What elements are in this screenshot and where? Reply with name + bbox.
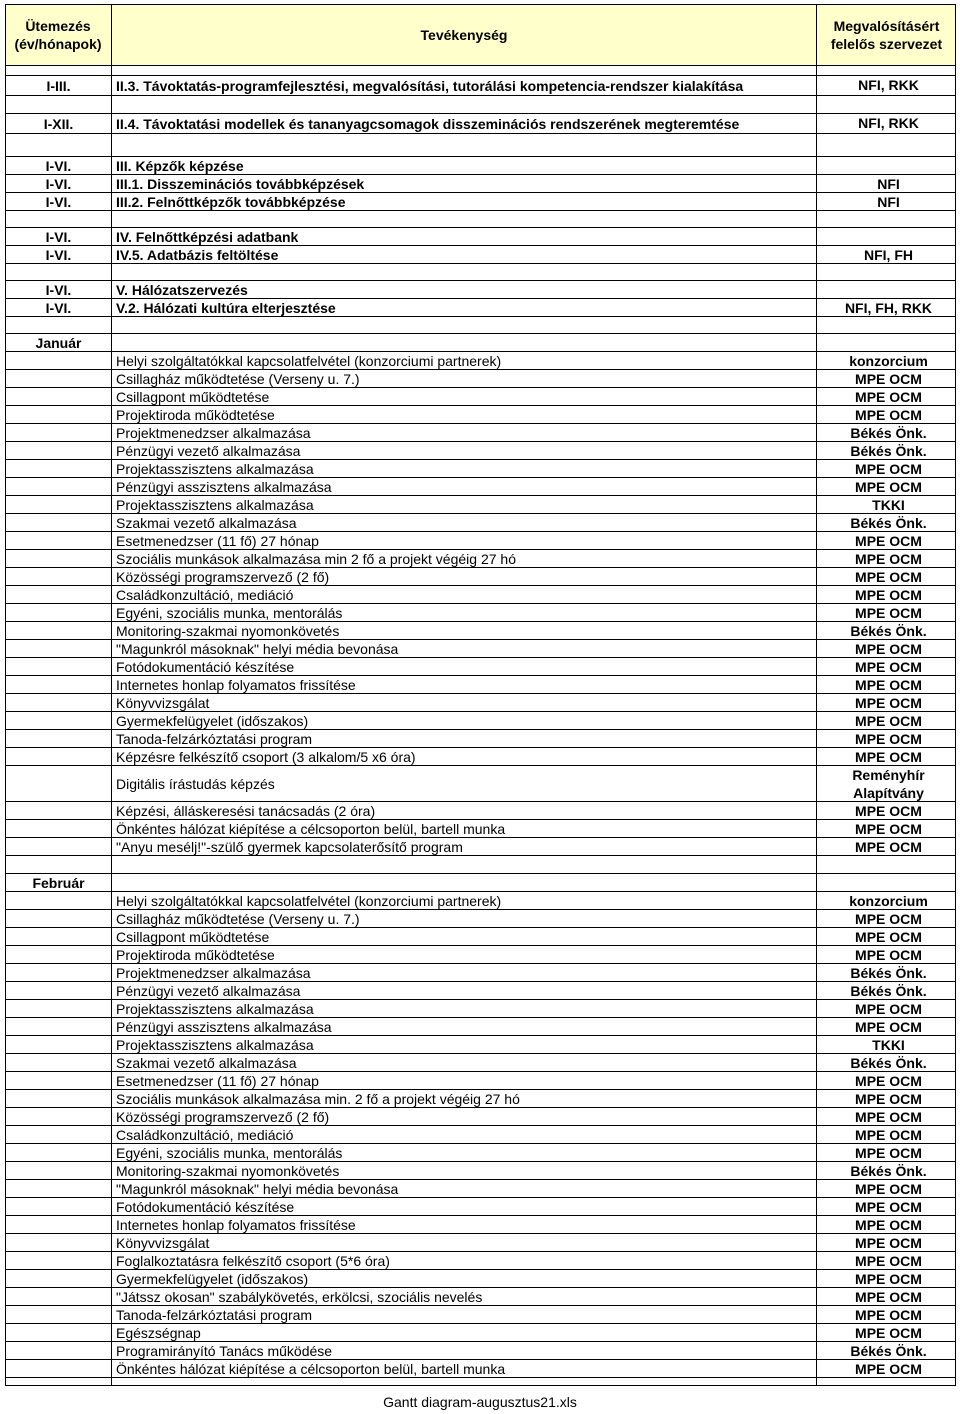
schedule-cell [5,442,112,460]
responsible-cell [821,334,956,352]
responsible-cell: MPE OCM [855,461,922,477]
schedule-cell [5,1054,112,1072]
table-row [5,928,956,946]
schedule-cell [5,352,112,370]
activity-cell: Projektmenedzser alkalmazása [116,965,311,981]
responsible-cell: MPE OCM [855,407,922,423]
activity-cell: Pénzügyi asszisztens alkalmazása [116,479,332,495]
activity-cell: Internetes honlap folyamatos frissítése [116,1217,356,1233]
responsible-cell: NFI [877,176,900,192]
schedule-cell [5,370,112,388]
schedule-cell: I-VI. [45,194,72,210]
schedule-cell [5,1288,112,1306]
table-row [5,478,956,496]
responsible-cell: MPE OCM [855,1235,922,1251]
activity-cell: Helyi szolgáltatókkal kapcsolatfelvétel (konzorciumi partnerek) [116,893,502,909]
responsible-cell: MPE OCM [855,1325,922,1341]
activity-cell: Képzésre felkészítő csoport (3 alkalom/5 x6 óra) [116,749,416,765]
table-row [5,514,956,532]
responsible-cell: NFI, RKK [858,115,919,131]
responsible-cell: MPE OCM [855,929,922,945]
schedule-cell [5,1000,112,1018]
activity-cell: Csillagház működtetése (Verseny u. 7.) [116,371,360,387]
responsible-cell: NFI, RKK [858,77,919,93]
schedule-cell [5,1180,112,1198]
schedule-cell [5,1162,112,1180]
responsible-cell: MPE OCM [855,713,922,729]
spacer-row [5,96,956,114]
activity-cell: Önkéntes hálózat kiépítése a célcsoporton belül, bartell munka [116,1361,506,1377]
responsible-cell: MPE OCM [855,677,922,693]
activity-cell: Csillagház működtetése (Verseny u. 7.) [116,911,360,927]
table-row [5,1054,956,1072]
table-row [5,496,956,514]
table-row [5,193,956,211]
table-row [5,748,956,766]
table-row [5,76,956,96]
table-row [5,1252,956,1270]
activity-cell: Önkéntes hálózat kiépítése a célcsoporton belül, bartell munka [116,821,506,837]
month-row [5,874,956,892]
schedule-cell [5,550,112,568]
month-label: Január [35,335,82,351]
schedule-cell [5,928,112,946]
table-row [5,1288,956,1306]
table-row [5,1090,956,1108]
schedule-cell [5,424,112,442]
activity-cell: Projektiroda működtetése [116,947,275,963]
activity-cell: V. Hálózatszervezés [116,282,248,298]
responsible-cell: MPE OCM [855,551,922,567]
schedule-cell [5,1234,112,1252]
responsible-cell: MPE OCM [855,569,922,585]
activity-cell: V.2. Hálózati kultúra elterjesztése [116,300,336,316]
activity-cell: Pénzügyi vezető alkalmazása [116,983,301,999]
responsible-cell: Békés Önk. [850,623,927,639]
table-row [5,299,956,317]
activity-cell: III. Képzők képzése [116,158,244,174]
responsible-cell: MPE OCM [855,803,922,819]
spacer-row [5,856,956,874]
activity-cell: Közösségi programszervező (2 fő) [116,569,330,585]
activity-cell: II.3. Távoktatás-programfejlesztési, megvalósítási, tutorálási kompetencia-rendszer kialakítása [116,78,744,94]
table-row [5,246,956,264]
table-row [5,424,956,442]
responsible-cell [821,228,956,246]
responsible-cell [821,874,956,892]
activity-cell: "Magunkról másoknak" helyi média bevonása [116,1181,399,1197]
responsible-cell: MPE OCM [855,1181,922,1197]
activity-cell: Könyvvizsgálat [116,695,210,711]
responsible-cell: MPE OCM [855,749,922,765]
activity-cell: Szociális munkások alkalmazása min. 2 fő a projekt végéig 27 hó [116,1091,520,1107]
responsible-cell: MPE OCM [855,1091,922,1107]
activity-cell: Esetmenedzser (11 fő) 27 hónap [116,533,319,549]
table-row [5,388,956,406]
activity-cell: Projektasszisztens alkalmazása [116,497,314,513]
responsible-cell: MPE OCM [855,1289,922,1305]
responsible-cell: NFI [877,194,900,210]
schedule-cell [5,406,112,424]
table-row [5,604,956,622]
activity-cell: Projektasszisztens alkalmazása [116,461,314,477]
activity-cell: Fotódokumentáció készítése [116,659,295,675]
activity-cell: Projektasszisztens alkalmazása [116,1001,314,1017]
responsible-cell: MPE OCM [855,1253,922,1269]
schedule-cell [5,460,112,478]
activity-cell: Projektmenedzser alkalmazása [116,425,311,441]
responsible-cell [821,281,956,299]
schedule-cell [5,1270,112,1288]
responsible-cell: MPE OCM [855,1127,922,1143]
responsible-cell: MPE OCM [855,1217,922,1233]
schedule-cell [5,388,112,406]
month-label: Február [32,875,85,891]
table-row [5,640,956,658]
schedule-cell [5,892,112,910]
table-row [5,1342,956,1360]
table-row [5,442,956,460]
schedule-cell [5,964,112,982]
schedule-cell [5,622,112,640]
schedule-cell [5,1360,112,1378]
responsible-cell: Békés Önk. [850,983,927,999]
responsible-cell: MPE OCM [855,659,922,675]
activity-cell: Könyvvizsgálat [116,1235,210,1251]
activity-cell [116,334,821,352]
activity-cell: Tanoda-felzárkóztatási program [116,1307,313,1323]
schedule-cell [5,802,112,820]
table-row [5,982,956,1000]
responsible-cell: MPE OCM [855,821,922,837]
activity-cell: "Magunkról másoknak" helyi média bevonása [116,641,399,657]
table-row [5,1036,956,1054]
activity-cell: Közösségi programszervező (2 fő) [116,1109,330,1125]
table-row [5,568,956,586]
table-row [5,550,956,568]
table-row [5,730,956,748]
schedule-cell [5,946,112,964]
table-row [5,892,956,910]
schedule-cell [5,730,112,748]
schedule-cell [5,676,112,694]
month-row [5,334,956,352]
schedule-cell [5,1342,112,1360]
activity-cell: Gyermekfelügyelet (időszakos) [116,713,309,729]
schedule-cell [5,766,112,802]
responsible-cell: MPE OCM [855,731,922,747]
table-row [5,838,956,856]
activity-cell: Csillagpont működtetése [116,389,270,405]
responsible-cell: MPE OCM [855,605,922,621]
table-row [5,586,956,604]
responsible-cell: Békés Önk. [850,1343,927,1359]
activity-cell: Tanoda-felzárkóztatási program [116,731,313,747]
table-row [5,1072,956,1090]
spacer-row [5,66,956,76]
schedule-cell [5,820,112,838]
responsible-cell: konzorcium [849,893,928,909]
responsible-cell: MPE OCM [855,1145,922,1161]
schedule-cell [5,658,112,676]
schedule-cell [5,1144,112,1162]
schedule-cell [5,748,112,766]
responsible-cell: MPE OCM [855,947,922,963]
schedule-cell: I-VI. [45,282,72,298]
responsible-cell: MPE OCM [855,911,922,927]
activity-cell: Monitoring-szakmai nyomonkövetés [116,1163,340,1179]
responsible-cell: MPE OCM [855,641,922,657]
activity-cell: Egyéni, szociális munka, mentorálás [116,1145,343,1161]
activity-cell: IV. Felnőttképzési adatbank [116,229,299,245]
responsible-cell: Békés Önk. [850,443,927,459]
responsible-cell: konzorcium [849,353,928,369]
header-schedule [5,4,111,66]
responsible-cell: Békés Önk. [850,515,927,531]
responsible-cell: MPE OCM [855,479,922,495]
responsible-cell: MPE OCM [855,1271,922,1287]
activity-cell: IV.5. Adatbázis feltöltése [116,247,279,263]
activity-cell: Képzési, álláskeresési tanácsadás (2 óra) [116,803,376,819]
responsible-cell: NFI, FH, RKK [844,300,933,316]
schedule-cell [5,1036,112,1054]
table-row [5,1198,956,1216]
file-name-footer: Gantt diagram-augusztus21.xls [383,1394,577,1410]
schedule-cell [5,478,112,496]
schedule-cell: I-VI. [45,229,72,245]
schedule-cell: I-VI. [45,300,72,316]
table-row [5,281,956,299]
spacer-row [5,134,956,157]
activity-cell: II.4. Távoktatási modellek és tananyagcsomagok disszeminációs rendszerének megteremtése [116,116,740,132]
schedule-cell [5,694,112,712]
schedule-cell [5,1108,112,1126]
activity-cell: Projektasszisztens alkalmazása [116,1037,314,1053]
responsible-cell: MPE OCM [855,1001,922,1017]
schedule-cell: I-III. [46,78,71,94]
schedule-cell [5,1324,112,1342]
activity-cell: III.2. Felnőttképzők továbbképzése [116,194,346,210]
schedule-cell [5,838,112,856]
responsible-cell: MPE OCM [855,1019,922,1035]
activity-cell: Egyéni, szociális munka, mentorálás [116,605,343,621]
responsible-cell: Békés Önk. [850,1055,927,1071]
schedule-cell [5,1018,112,1036]
responsible-cell: TKKI [872,1037,905,1053]
responsible-cell: Békés Önk. [850,1163,927,1179]
table-row [5,406,956,424]
schedule-cell: I-XII. [43,116,74,132]
responsible-cell: NFI, FH [864,247,913,263]
activity-cell: Fotódokumentáció készítése [116,1199,295,1215]
table-row [5,658,956,676]
schedule-cell [5,1126,112,1144]
schedule-cell [5,604,112,622]
table-row [5,228,956,246]
header-activity [112,4,816,66]
table-row [5,694,956,712]
activity-cell: Családkonzultáció, mediáció [116,587,294,603]
responsible-cell: Reményhír Alapítvány [852,767,925,801]
responsible-cell: MPE OCM [855,1073,922,1089]
responsible-cell: MPE OCM [855,389,922,405]
schedule-cell [5,568,112,586]
responsible-cell: MPE OCM [855,695,922,711]
activity-cell: Monitoring-szakmai nyomonkövetés [116,623,340,639]
schedule-cell [5,532,112,550]
table-row [5,622,956,640]
schedule-cell [5,982,112,1000]
header-activity-label: Tevékenység [420,27,508,43]
table-row [5,1126,956,1144]
activity-cell: Egészségnap [116,1325,201,1341]
table-row [5,820,956,838]
schedule-cell [5,1090,112,1108]
table-row [5,460,956,478]
table-row [5,1108,956,1126]
responsible-cell: MPE OCM [855,371,922,387]
schedule-cell [5,514,112,532]
responsible-cell: MPE OCM [855,1307,922,1323]
activity-cell [116,874,821,892]
responsible-cell: TKKI [872,497,905,513]
spacer-row [5,211,956,228]
header-responsible-line1: Megvalósításért [833,18,940,34]
activity-cell: Családkonzultáció, mediáció [116,1127,294,1143]
responsible-cell: MPE OCM [855,1109,922,1125]
schedule-cell [5,586,112,604]
activity-cell: Csillagpont működtetése [116,929,270,945]
table-row [5,766,956,802]
responsible-cell: MPE OCM [855,587,922,603]
spacer-row [5,264,956,281]
table-row [5,1144,956,1162]
table-row [5,1324,956,1342]
activity-cell: Pénzügyi vezető alkalmazása [116,443,301,459]
schedule-cell [5,640,112,658]
responsible-cell: MPE OCM [855,1199,922,1215]
schedule-cell [5,910,112,928]
table-row [5,1270,956,1288]
activity-cell: Foglalkoztatásra felkészítő csoport (5*6 óra) [116,1253,390,1269]
activity-cell: Esetmenedzser (11 fő) 27 hónap [116,1073,319,1089]
table-row [5,676,956,694]
table-row [5,114,956,134]
activity-cell: "Anyu mesélj!"-szülő gyermek kapcsolaterősítő program [116,839,463,855]
schedule-cell: I-VI. [45,176,72,192]
table-row [5,1306,956,1324]
activity-cell: Internetes honlap folyamatos frissítése [116,677,356,693]
schedule-cell [5,1216,112,1234]
table-row [5,1360,956,1378]
activity-cell: Gyermekfelügyelet (időszakos) [116,1271,309,1287]
table-row [5,1216,956,1234]
activity-cell: "Játssz okosan" szabálykövetés, erkölcsi, szociális nevelés [116,1289,483,1305]
responsible-cell: Békés Önk. [850,965,927,981]
schedule-cell [5,1072,112,1090]
schedule-cell [5,1252,112,1270]
responsible-cell: MPE OCM [855,839,922,855]
table-row [5,910,956,928]
table-row [5,946,956,964]
table-row [5,1162,956,1180]
table-row [5,532,956,550]
table-row [5,352,956,370]
activity-cell: Szakmai vezető alkalmazása [116,1055,297,1071]
table-row [5,370,956,388]
header-schedule-line1: Ütemezés [25,18,91,34]
table-row [5,1000,956,1018]
responsible-cell: Békés Önk. [850,425,927,441]
responsible-cell: MPE OCM [855,1361,922,1377]
schedule-cell [5,1198,112,1216]
activity-cell: Digitális írástudás képzés [116,776,275,792]
schedule-cell [5,712,112,730]
schedule-cell: I-VI. [45,158,72,174]
header-responsible-line2: felelős szervezet [830,36,943,52]
table-row [5,1234,956,1252]
activity-cell: Szakmai vezető alkalmazása [116,515,297,531]
activity-cell: Helyi szolgáltatókkal kapcsolatfelvétel (konzorciumi partnerek) [116,353,502,369]
activity-cell: Projektiroda működtetése [116,407,275,423]
spacer-row [5,317,956,334]
table-row [5,802,956,820]
schedule-cell: I-VI. [45,247,72,263]
table-row [5,964,956,982]
activity-cell: Szociális munkások alkalmazása min 2 fő a projekt végéig 27 hó [116,551,516,567]
activity-cell: Programirányító Tanács működése [116,1343,333,1359]
table-row [5,1180,956,1198]
table-row [5,175,956,193]
schedule-cell [5,496,112,514]
responsible-cell: MPE OCM [855,533,922,549]
table-row [5,1018,956,1036]
table-row [5,712,956,730]
header-responsible [817,4,956,66]
activity-cell: III.1. Disszeminációs továbbképzések [116,176,365,192]
table-row [5,157,956,175]
header-schedule-line2: (év/hónapok) [14,36,102,52]
schedule-cell [5,1306,112,1324]
responsible-cell [821,157,956,175]
activity-cell: Pénzügyi asszisztens alkalmazása [116,1019,332,1035]
